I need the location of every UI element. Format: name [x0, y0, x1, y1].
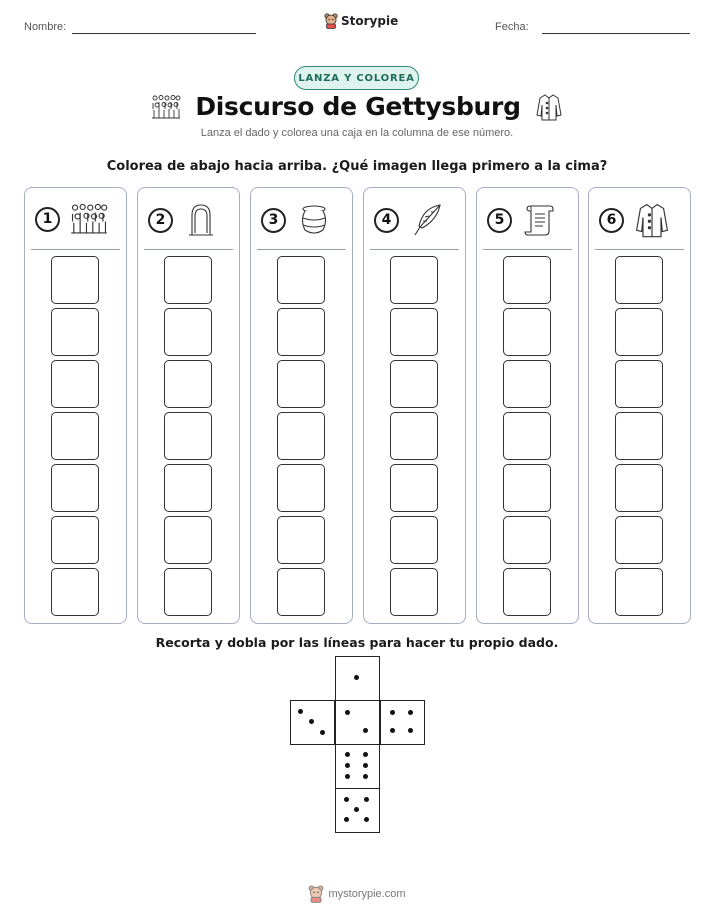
- column-4: [363, 187, 466, 624]
- color-box[interactable]: [503, 308, 551, 356]
- color-box[interactable]: [390, 256, 438, 304]
- color-box[interactable]: [277, 256, 325, 304]
- color-box[interactable]: [503, 568, 551, 616]
- dice-pip: [309, 719, 314, 724]
- dice-face-5: [335, 788, 380, 833]
- color-box[interactable]: [164, 256, 212, 304]
- color-box[interactable]: [51, 412, 99, 460]
- dice-pip: [345, 752, 350, 757]
- name-label: Nombre:: [24, 21, 67, 33]
- dice-pip: [354, 675, 359, 680]
- color-box[interactable]: [390, 464, 438, 512]
- page-title: Discurso de Gettysburg: [195, 92, 521, 121]
- column-6: [588, 187, 691, 624]
- dice-pip: [363, 752, 368, 757]
- color-box[interactable]: [164, 568, 212, 616]
- color-box[interactable]: [277, 516, 325, 564]
- color-box[interactable]: [615, 516, 663, 564]
- column-divider: [370, 249, 459, 250]
- dice-pip: [320, 730, 325, 735]
- column-1: [24, 187, 127, 624]
- column-2: [137, 187, 240, 624]
- activity-badge: LANZA Y COLOREA: [294, 66, 419, 90]
- dice-pip: [363, 763, 368, 768]
- color-box[interactable]: [390, 516, 438, 564]
- dice-pip: [390, 710, 395, 715]
- cut-instruction: Recorta y dobla por las líneas para hacer tu propio dado.: [155, 635, 559, 650]
- dice-face-6: [335, 744, 380, 789]
- color-box[interactable]: [390, 412, 438, 460]
- coat-icon: [535, 93, 563, 121]
- dice-net: [290, 656, 426, 836]
- color-box[interactable]: [615, 360, 663, 408]
- column-divider: [595, 249, 684, 250]
- dice-pip: [408, 728, 413, 733]
- bear-icon: [308, 885, 324, 903]
- dice-face-4: [380, 700, 425, 745]
- bear-icon: [324, 13, 338, 29]
- color-box[interactable]: [615, 464, 663, 512]
- scroll-icon: [522, 202, 558, 238]
- dice-pip: [298, 709, 303, 714]
- color-box[interactable]: [164, 464, 212, 512]
- footer-url: mystorypie.com: [328, 888, 406, 900]
- subtitle: Lanza el dado y colorea una caja en la columna de ese número.: [200, 127, 514, 139]
- column-divider: [31, 249, 120, 250]
- number-badge: 3: [261, 208, 286, 233]
- dice-pip: [408, 710, 413, 715]
- column-3: [250, 187, 353, 624]
- color-box[interactable]: [503, 464, 551, 512]
- color-box[interactable]: [277, 412, 325, 460]
- dice-face-2: [335, 700, 380, 745]
- dice-pip: [364, 797, 369, 802]
- color-box[interactable]: [51, 360, 99, 408]
- color-box[interactable]: [503, 412, 551, 460]
- color-box[interactable]: [615, 412, 663, 460]
- pot-icon: [296, 202, 332, 238]
- number-badge: 2: [148, 208, 173, 233]
- dice-pip: [364, 817, 369, 822]
- color-box[interactable]: [277, 464, 325, 512]
- color-box[interactable]: [51, 464, 99, 512]
- dice-pip: [354, 807, 359, 812]
- column-divider: [257, 249, 346, 250]
- title-row: [0, 92, 714, 121]
- color-box[interactable]: [51, 568, 99, 616]
- color-box[interactable]: [503, 256, 551, 304]
- dice-face-3: [290, 700, 335, 745]
- number-badge: 5: [487, 208, 512, 233]
- gravestone-icon: [183, 202, 219, 238]
- color-box[interactable]: [51, 308, 99, 356]
- color-box[interactable]: [390, 568, 438, 616]
- number-badge: 6: [599, 208, 624, 233]
- quill-icon: [409, 202, 445, 238]
- dice-face-1: [335, 656, 380, 701]
- crowd-icon: [151, 94, 181, 120]
- color-box[interactable]: [503, 360, 551, 408]
- coat-icon: [634, 202, 670, 238]
- dice-pip: [390, 728, 395, 733]
- color-box[interactable]: [390, 360, 438, 408]
- footer: [0, 885, 714, 903]
- dice-pip: [345, 774, 350, 779]
- number-badge: 1: [35, 207, 60, 232]
- race-columns: [24, 187, 690, 624]
- color-box[interactable]: [615, 308, 663, 356]
- color-box[interactable]: [390, 308, 438, 356]
- name-line: [72, 33, 256, 34]
- color-box[interactable]: [615, 256, 663, 304]
- column-5: [476, 187, 579, 624]
- color-box[interactable]: [615, 568, 663, 616]
- color-box[interactable]: [164, 308, 212, 356]
- date-line: [542, 33, 690, 34]
- dice-pip: [363, 774, 368, 779]
- brand-logo: [324, 13, 398, 29]
- color-box[interactable]: [277, 568, 325, 616]
- dice-pip: [363, 728, 368, 733]
- dice-pip: [345, 763, 350, 768]
- dice-pip: [344, 797, 349, 802]
- column-divider: [144, 249, 233, 250]
- brand-name: Storypie: [341, 14, 399, 28]
- instruction-text: Colorea de abajo hacia arriba. ¿Qué imagen llega primero a la cima?: [106, 159, 608, 174]
- crowd-icon: [70, 202, 108, 236]
- color-box[interactable]: [277, 308, 325, 356]
- column-divider: [483, 249, 572, 250]
- color-box[interactable]: [164, 360, 212, 408]
- color-box[interactable]: [51, 256, 99, 304]
- color-box[interactable]: [164, 412, 212, 460]
- color-box[interactable]: [503, 516, 551, 564]
- dice-pip: [345, 710, 350, 715]
- dice-pip: [344, 817, 349, 822]
- number-badge: 4: [374, 208, 399, 233]
- color-box[interactable]: [51, 516, 99, 564]
- date-label: Fecha:: [495, 21, 529, 33]
- color-box[interactable]: [277, 360, 325, 408]
- color-box[interactable]: [164, 516, 212, 564]
